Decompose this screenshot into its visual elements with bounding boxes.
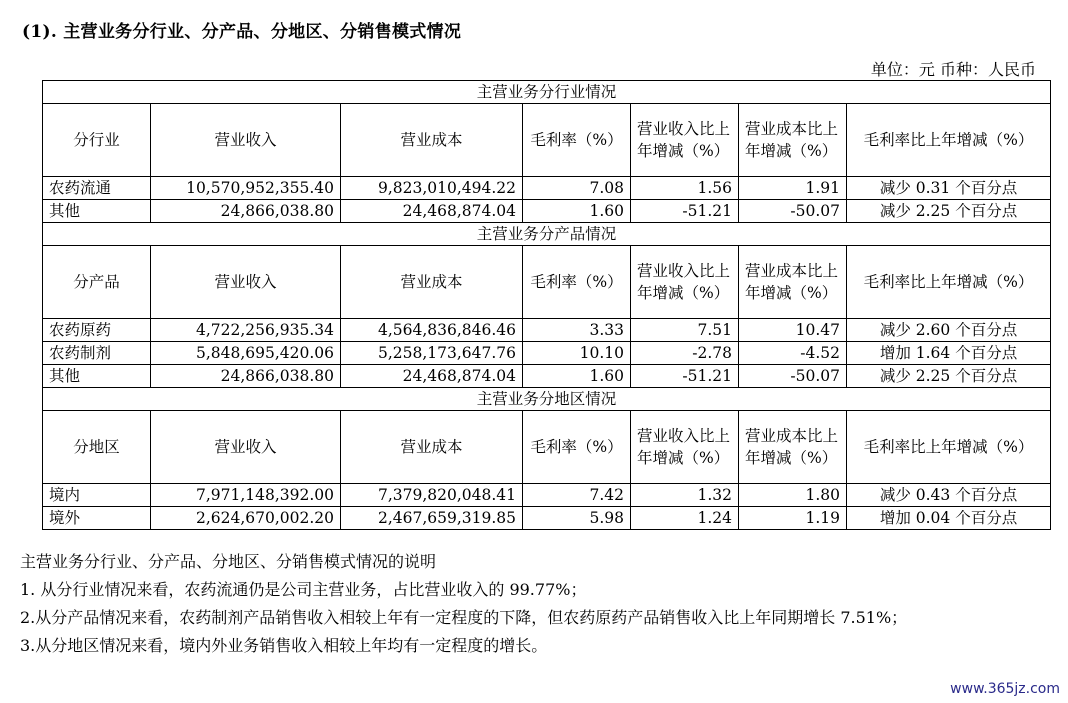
cell-cost: 4,564,836,846.46 — [341, 319, 523, 342]
cell-cost: 7,379,820,048.41 — [341, 484, 523, 507]
cell-margin-change: 减少 2.25 个百分点 — [847, 365, 1051, 388]
notes-heading: 主营业务分行业、分产品、分地区、分销售模式情况的说明 — [20, 552, 437, 571]
cell-revenue-change: 7.51 — [631, 319, 739, 342]
col-header-cost: 营业成本 — [341, 246, 523, 319]
row-label: 境内 — [43, 484, 151, 507]
note-item: 1. 从分行业情况来看，农药流通仍是公司主营业务，占比营业收入的 99.77%； — [20, 580, 587, 599]
cell-cost-change: 1.91 — [739, 177, 847, 200]
col-header-revenue: 营业收入 — [151, 104, 341, 177]
cell-cost-change: -50.07 — [739, 200, 847, 223]
row-label: 境外 — [43, 507, 151, 530]
cell-margin-change: 增加 1.64 个百分点 — [847, 342, 1051, 365]
cell-revenue: 4,722,256,935.34 — [151, 319, 341, 342]
row-label: 其他 — [43, 200, 151, 223]
col-header-margin: 毛利率（%） — [523, 411, 631, 484]
col-header-margin-change: 毛利率比上年增减（%） — [847, 104, 1051, 177]
cell-margin: 10.10 — [523, 342, 631, 365]
section-title: (1). 主营业务分行业、分产品、分地区、分销售模式情况 — [22, 22, 462, 42]
cell-margin-change: 增加 0.04 个百分点 — [847, 507, 1051, 530]
cell-margin: 7.08 — [523, 177, 631, 200]
col-header-revenue: 营业收入 — [151, 411, 341, 484]
col-header-dimension: 分地区 — [43, 411, 151, 484]
cell-margin: 1.60 — [523, 365, 631, 388]
section-header-row — [43, 223, 1051, 246]
section-caption: 主营业务分行业情况 — [43, 81, 1051, 104]
col-header-revenue-change: 营业收入比上年增减（%） — [631, 246, 739, 319]
cell-revenue-change: -2.78 — [631, 342, 739, 365]
col-header-cost-change: 营业成本比上年增减（%） — [739, 246, 847, 319]
col-header-cost: 营业成本 — [341, 104, 523, 177]
table-row — [43, 319, 1051, 342]
table-row — [43, 200, 1051, 223]
cell-revenue-change: 1.56 — [631, 177, 739, 200]
cell-revenue: 10,570,952,355.40 — [151, 177, 341, 200]
cell-revenue-change: 1.32 — [631, 484, 739, 507]
cell-cost-change: 10.47 — [739, 319, 847, 342]
cell-cost-change: 1.80 — [739, 484, 847, 507]
currency-unit: 单位：元 币种：人民币 — [870, 60, 1036, 79]
col-header-margin: 毛利率（%） — [523, 246, 631, 319]
notes — [20, 548, 1050, 660]
column-header-row — [43, 104, 1051, 177]
column-header-row — [43, 411, 1051, 484]
cell-margin-change: 减少 0.31 个百分点 — [847, 177, 1051, 200]
column-header-row — [43, 246, 1051, 319]
row-label: 其他 — [43, 365, 151, 388]
col-header-dimension: 分行业 — [43, 104, 151, 177]
cell-revenue: 2,624,670,002.20 — [151, 507, 341, 530]
cell-margin-change: 减少 2.60 个百分点 — [847, 319, 1051, 342]
cell-cost-change: -50.07 — [739, 365, 847, 388]
row-label: 农药制剂 — [43, 342, 151, 365]
col-header-dimension: 分产品 — [43, 246, 151, 319]
col-header-revenue-change: 营业收入比上年增减（%） — [631, 104, 739, 177]
col-header-margin: 毛利率（%） — [523, 104, 631, 177]
cell-cost: 9,823,010,494.22 — [341, 177, 523, 200]
col-header-cost-change: 营业成本比上年增减（%） — [739, 104, 847, 177]
cell-revenue-change: 1.24 — [631, 507, 739, 530]
cell-cost: 5,258,173,647.76 — [341, 342, 523, 365]
cell-cost-change: 1.19 — [739, 507, 847, 530]
note-item: 3.从分地区情况来看，境内外业务销售收入相较上年均有一定程度的增长。 — [20, 636, 548, 655]
table-row — [43, 342, 1051, 365]
cell-margin: 7.42 — [523, 484, 631, 507]
cell-revenue: 5,848,695,420.06 — [151, 342, 341, 365]
row-label: 农药原药 — [43, 319, 151, 342]
note-item: 2.从分产品情况来看，农药制剂产品销售收入相较上年有一定程度的下降，但农药原药产品销售收入比上年同期增长 7.51%； — [20, 608, 908, 627]
cell-margin: 3.33 — [523, 319, 631, 342]
section-caption: 主营业务分地区情况 — [43, 388, 1051, 411]
col-header-revenue-change: 营业收入比上年增减（%） — [631, 411, 739, 484]
col-header-margin-change: 毛利率比上年增减（%） — [847, 246, 1051, 319]
cell-margin-change: 减少 0.43 个百分点 — [847, 484, 1051, 507]
cell-cost-change: -4.52 — [739, 342, 847, 365]
cell-revenue-change: -51.21 — [631, 365, 739, 388]
col-header-cost-change: 营业成本比上年增减（%） — [739, 411, 847, 484]
table-row — [43, 484, 1051, 507]
cell-cost: 24,468,874.04 — [341, 365, 523, 388]
col-header-margin-change: 毛利率比上年增减（%） — [847, 411, 1051, 484]
table-row — [43, 365, 1051, 388]
cell-revenue-change: -51.21 — [631, 200, 739, 223]
col-header-revenue: 营业收入 — [151, 246, 341, 319]
cell-cost: 2,467,659,319.85 — [341, 507, 523, 530]
cell-margin-change: 减少 2.25 个百分点 — [847, 200, 1051, 223]
watermark: www.365jz.com — [950, 681, 1060, 697]
cell-revenue: 24,866,038.80 — [151, 365, 341, 388]
section-header-row — [43, 81, 1051, 104]
section-caption: 主营业务分产品情况 — [43, 223, 1051, 246]
col-header-cost: 营业成本 — [341, 411, 523, 484]
cell-margin: 5.98 — [523, 507, 631, 530]
cell-revenue: 7,971,148,392.00 — [151, 484, 341, 507]
main-business-table — [42, 80, 1051, 530]
cell-margin: 1.60 — [523, 200, 631, 223]
cell-revenue: 24,866,038.80 — [151, 200, 341, 223]
row-label: 农药流通 — [43, 177, 151, 200]
section-header-row — [43, 388, 1051, 411]
cell-cost: 24,468,874.04 — [341, 200, 523, 223]
table-row — [43, 507, 1051, 530]
table-row — [43, 177, 1051, 200]
